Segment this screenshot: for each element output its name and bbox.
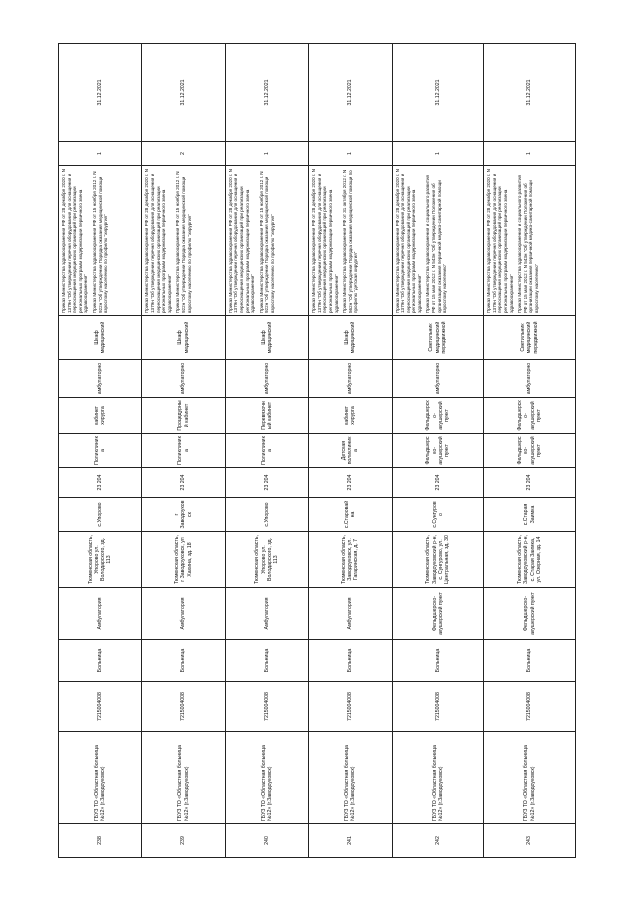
regulation-text: Приказ Министерства здравоохранения РФ от 28 декабря 2020 г. N 1379н "Об утверждении перечня оборудования для оснащения и переоснащения медицинских организаций при реализации региональных программ модернизации первичного звена здравоохранения" [61, 169, 89, 313]
row-number-cell: 242 [392, 824, 484, 858]
division-cell: Поликлиника [59, 434, 142, 468]
organization-name-cell: ГБУЗ ТО «Областная больница №12» (г.Заводоуковск) [392, 732, 484, 824]
facility-type-cell: Больница [309, 640, 392, 682]
territory-code-cell: 23 204 [392, 468, 484, 498]
inn-code-cell: 7215004008 [225, 682, 308, 732]
organization-name-cell: ГБУЗ ТО «Областная больница №12» (г.Заводоуковск) [484, 732, 576, 824]
regulation-cell [392, 166, 484, 316]
row-number-cell: 239 [142, 824, 225, 858]
row-number-cell: 241 [309, 824, 392, 858]
room-cell: Процедурный кабинет [142, 398, 225, 434]
quantity-cell: 1 [392, 142, 484, 166]
equipment-name-cell: Шкаф медицинский [309, 316, 392, 360]
due-date-cell: 31.12.2021 [392, 44, 484, 142]
division-cell: Фельдшерско-акушерский пункт [392, 434, 484, 468]
facility-type-cell: Больница [392, 640, 484, 682]
table-row [484, 44, 576, 858]
territory-code-cell: 23 204 [225, 468, 308, 498]
regulation-cell [59, 166, 142, 316]
inn-code-cell: 7215004008 [392, 682, 484, 732]
room-cell: кабинет хирурга [309, 398, 392, 434]
quantity-cell: 1 [225, 142, 308, 166]
settlement-cell: г Заводоуковск [142, 498, 225, 532]
address-cell: Тюменская область, Упорово ул. Володарского, зд. 113 [59, 532, 142, 588]
facility-type-cell: Больница [59, 640, 142, 682]
row-number-cell: 238 [59, 824, 142, 858]
quantity-cell: 2 [142, 142, 225, 166]
table-row [225, 44, 308, 858]
regulation-cell [225, 166, 308, 316]
settlement-cell: с.Сунгурово [392, 498, 484, 532]
regulation-text: Приказ Министерства здравоохранения РФ от 15 ноября 2012 г. N 922н "Об утверждении Порядка оказания медицинской помощи взрослому населению по профилю "хирургия" [91, 171, 109, 313]
division-cell: Поликлиника [142, 434, 225, 468]
care-form-cell: амбулаторно [309, 360, 392, 398]
address-cell: Тюменская область, Упорово ул. Володарского, зд. 113 [225, 532, 308, 588]
structural-unit-cell: Амбулатория [225, 588, 308, 640]
structural-unit-cell: Амбулатория [142, 588, 225, 640]
regulation-text: Приказ Министерства здравоохранения и социального развития РФ от 15 мая 2012 г. N 543н "Об утверждении Положения об организации оказания первичной медико-санитарной помощи взрослому населению" [425, 175, 448, 313]
structural-unit-cell: Фельдшерско-акушерский пункт [392, 588, 484, 640]
table-row [392, 44, 484, 858]
equipment-name-cell: Шкаф медицинский [225, 316, 308, 360]
equipment-name-cell: Шкаф медицинский [59, 316, 142, 360]
regulation-text: Приказ Министерства здравоохранения РФ от 15 ноября 2012 г. N 922н "Об утверждении Порядка оказания медицинской помощи взрослому населению по профилю "хирургия" [258, 171, 275, 313]
care-form-cell: амбулаторно [484, 360, 576, 398]
table-row [59, 44, 142, 858]
regulation-cell [142, 166, 225, 316]
organization-name-cell: ГБУЗ ТО «Областная больница №12» (г.Заводоуковск) [309, 732, 392, 824]
territory-code-cell: 23 204 [59, 468, 142, 498]
regulation-text: Приказ Министерства здравоохранения РФ от 15 ноября 2012 г. N 922н "Об утверждении Порядка оказания медицинской помощи взрослому населению по профилю "хирургия" [175, 171, 192, 313]
rotated-table-sheet [58, 44, 576, 858]
address-cell: Тюменская область, Заводоуковский р-н, с. Старая Заимка, ул. Озерная, зд. 14 [484, 532, 576, 588]
facility-type-cell: Больница [484, 640, 576, 682]
due-date-cell: 31.12.2021 [309, 44, 392, 142]
due-date-cell: 31.12.2021 [225, 44, 308, 142]
room-cell: Фельдшерско-акушерский пункт [392, 398, 484, 434]
territory-code-cell: 23 204 [484, 468, 576, 498]
regulation-text: Приказ Министерства здравоохранения РФ от 28 декабря 2020 г. N 1379н "Об утверждении перечня оборудования для оснащения и переоснащения медицинских организаций при реализации региональных программ модернизации первичного звена здравоохранения" [486, 169, 514, 313]
room-cell: кабинет хирурга [59, 398, 142, 434]
regulation-text: Приказ Министерства здравоохранения РФ от 28 декабря 2020 г. N 1379н "Об утверждении перечня оборудования для оснащения и переоснащения медицинских организаций при реализации региональных программ модернизации первичного звена здравоохранения" [394, 169, 422, 313]
regulation-text: Приказ Министерства здравоохранения РФ от 28 декабря 2020 г. N 1379н "Об утверждении перечня оборудования для оснащения и переоснащения медицинских организаций при реализации региональных программ модернизации первичного звена здравоохранения" [311, 169, 339, 313]
inn-code-cell: 7215004008 [142, 682, 225, 732]
quantity-cell: 1 [309, 142, 392, 166]
facility-type-cell: Больница [142, 640, 225, 682]
table-row [142, 44, 225, 858]
regulation-cell [484, 166, 576, 316]
equipment-name-cell: Светильник медицинский передвижной [392, 316, 484, 360]
row-number-cell: 243 [484, 824, 576, 858]
care-form-cell: амбулаторно [142, 360, 225, 398]
inn-code-cell: 7215004008 [309, 682, 392, 732]
structural-unit-cell: Амбулатория [309, 588, 392, 640]
due-date-cell: 31.12.2021 [59, 44, 142, 142]
inn-code-cell: 7215004008 [484, 682, 576, 732]
due-date-cell: 31.12.2021 [484, 44, 576, 142]
address-cell: Тюменская область, Заводоуковск, ул. Гагаринская, д. 7 [309, 532, 392, 588]
regulation-text: Приказ Министерства здравоохранения и социального развития РФ от 15 мая 2012 г. N 543н "Об утверждении Положения об организации оказания первичной медико-санитарной помощи взрослому населению" [517, 175, 539, 313]
equipment-name-cell: Светильник медицинский передвижной [484, 316, 576, 360]
regulation-cell [309, 166, 392, 316]
care-form-cell: амбулаторно [225, 360, 308, 398]
quantity-cell: 1 [59, 142, 142, 166]
row-number-cell: 240 [225, 824, 308, 858]
regulation-text: Приказ Министерства здравоохранения РФ от 28 декабря 2020 г. N 1379н "Об утверждении перечня оборудования для оснащения и переоснащения медицинских организаций при реализации региональных программ модернизации первичного звена здравоохранения" [144, 169, 172, 313]
quantity-cell: 1 [484, 142, 576, 166]
settlement-cell: с.Старовайна [309, 498, 392, 532]
due-date-cell: 31.12.2021 [142, 44, 225, 142]
address-cell: Тюменская область, Заводоуковский р-н, с. Сунгурово, ул. Центральная, зд. 30 [392, 532, 484, 588]
address-cell: Тюменская область, г Заводоуковск, ул Хахина, зд. 18 [142, 532, 225, 588]
settlement-cell: с.Старая Заимка [484, 498, 576, 532]
structural-unit-cell: Фельдшерско-акушерский пункт [484, 588, 576, 640]
territory-code-cell: 23 204 [309, 468, 392, 498]
settlement-cell: с.Упорово [59, 498, 142, 532]
division-cell: Детская поликлиника [309, 434, 392, 468]
division-cell: Поликлиника [225, 434, 308, 468]
care-form-cell: амбулаторно [392, 360, 484, 398]
regulation-text: Приказ Министерства здравоохранения РФ от 28 декабря 2020 г. N 1379н "Об утверждении перечня оборудования для оснащения и переоснащения медицинских организаций при реализации региональных программ модернизации первичного звена здравоохранения" [227, 169, 256, 313]
room-cell: Перевязочный кабинет [225, 398, 308, 434]
table-row [309, 44, 392, 858]
equipment-table [58, 43, 576, 858]
room-cell: Фельдшерско-акушерский пункт [484, 398, 576, 434]
inn-code-cell: 7215004008 [59, 682, 142, 732]
organization-name-cell: ГБУЗ ТО «Областная больница №12» (г.Заводоуковск) [142, 732, 225, 824]
facility-type-cell: Больница [225, 640, 308, 682]
care-form-cell: амбулаторно [59, 360, 142, 398]
regulation-text: Приказ Министерства здравоохранения РФ от 31 октября 2012 г. N 562н "Об утверждении Порядка оказания медицинской помощи по профилю "детская хирургия" [342, 169, 359, 313]
division-cell: Фельдшерско-акушерский пункт [484, 434, 576, 468]
organization-name-cell: ГБУЗ ТО «Областная больница №12» (г.Заводоуковск) [225, 732, 308, 824]
structural-unit-cell: Амбулатория [59, 588, 142, 640]
territory-code-cell: 23 204 [142, 468, 225, 498]
settlement-cell: с.Упорово [225, 498, 308, 532]
organization-name-cell: ГБУЗ ТО «Областная больница №12» (г.Заводоуковск) [59, 732, 142, 824]
equipment-name-cell: Шкаф медицинский [142, 316, 225, 360]
